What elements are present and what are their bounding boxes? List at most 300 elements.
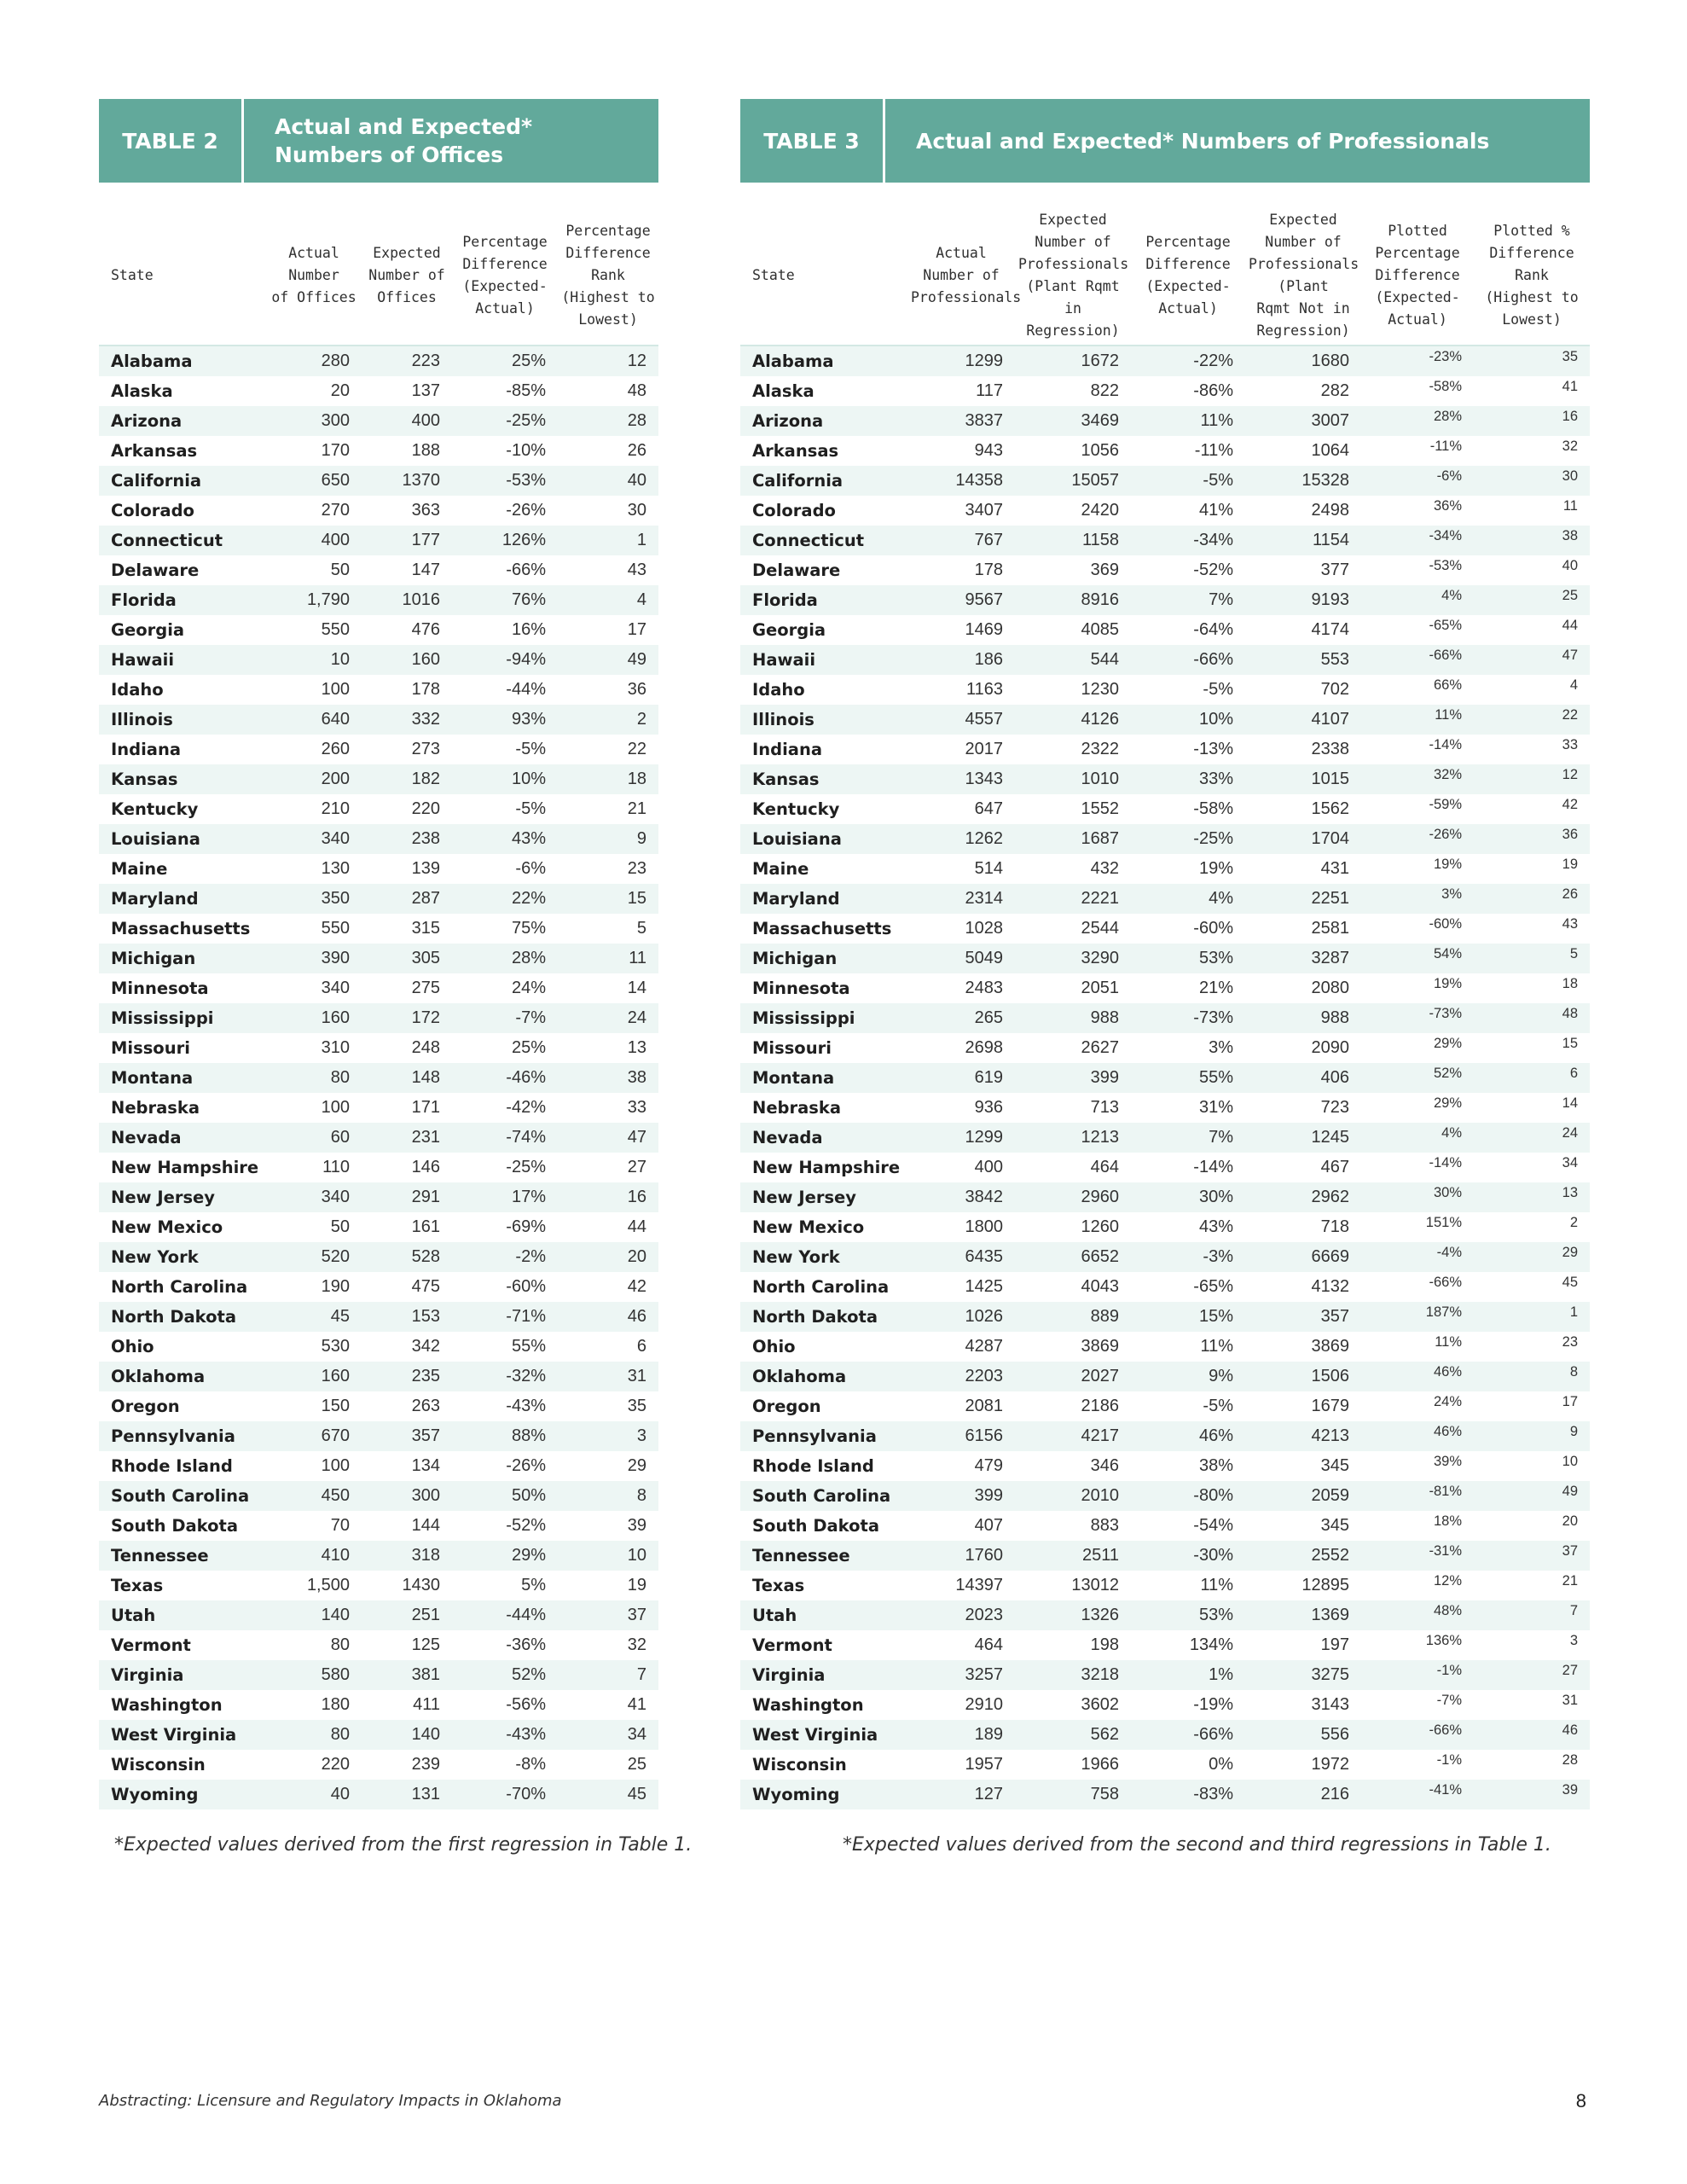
value-cell: 520: [321, 1247, 350, 1266]
value-cell: 431: [1320, 859, 1349, 878]
value-cell: 4%: [1441, 1125, 1462, 1141]
table-row: [740, 944, 1590, 973]
value-cell: -54%: [1193, 1516, 1233, 1535]
value-cell: 544: [1090, 650, 1119, 669]
value-cell: 70: [330, 1516, 350, 1535]
value-cell: 2251: [1311, 889, 1349, 908]
value-cell: -73%: [1429, 1006, 1462, 1021]
value-cell: 10%: [1198, 710, 1233, 729]
value-cell: -23%: [1429, 349, 1462, 364]
value-cell: 44: [627, 1217, 646, 1236]
value-cell: 27: [627, 1158, 646, 1176]
value-cell: 24%: [511, 979, 546, 997]
value-cell: 19: [1562, 857, 1578, 872]
value-cell: -25%: [506, 1158, 546, 1176]
value-cell: 758: [1090, 1785, 1119, 1804]
value-cell: 9567: [965, 590, 1003, 609]
value-cell: 988: [1320, 1008, 1349, 1027]
value-cell: 197: [1320, 1635, 1349, 1654]
state-name-cell: Vermont: [752, 1635, 832, 1655]
value-cell: 410: [321, 1546, 350, 1565]
value-cell: 29%: [1433, 1095, 1462, 1111]
state-name-cell: New Hampshire: [752, 1158, 901, 1177]
table-row: [99, 376, 658, 406]
state-name-cell: California: [752, 471, 844, 491]
table-row: [99, 1033, 658, 1063]
column-header-pct-difference: Percentage Difference (Expected- Actual): [462, 234, 548, 317]
value-cell: 20: [627, 1247, 646, 1266]
table-row: [99, 1421, 658, 1451]
value-cell: 39: [1562, 1782, 1578, 1798]
value-cell: 400: [974, 1158, 1003, 1176]
state-name-cell: Oregon: [111, 1397, 180, 1416]
value-cell: -5%: [515, 740, 546, 758]
value-cell: 76%: [511, 590, 546, 609]
value-cell: 450: [321, 1486, 350, 1505]
value-cell: 100: [321, 1456, 350, 1475]
value-cell: 6435: [965, 1247, 1003, 1266]
value-cell: 189: [974, 1725, 1003, 1744]
state-name-cell: North Carolina: [752, 1277, 890, 1297]
table-3-body: [740, 346, 1590, 1809]
table-row: [740, 1630, 1590, 1660]
value-cell: 146: [411, 1158, 440, 1176]
value-cell: 10: [1562, 1454, 1578, 1469]
table-row: [740, 1481, 1590, 1511]
value-cell: 6: [636, 1337, 646, 1356]
value-cell: 13: [627, 1038, 646, 1057]
state-name-cell: Arizona: [111, 411, 183, 431]
table-row: [740, 1541, 1590, 1571]
value-cell: 580: [321, 1665, 350, 1684]
value-cell: 134: [411, 1456, 440, 1475]
value-cell: 150: [321, 1397, 350, 1415]
value-cell: 22: [627, 740, 646, 758]
value-cell: 42: [627, 1277, 646, 1296]
value-cell: 44: [1562, 618, 1578, 633]
value-cell: 15: [1562, 1036, 1578, 1051]
state-name-cell: Montana: [752, 1068, 835, 1088]
value-cell: 172: [411, 1008, 440, 1027]
value-cell: -66%: [1429, 1722, 1462, 1738]
value-cell: 3842: [965, 1188, 1003, 1206]
table-2-body: [99, 346, 658, 1809]
value-cell: 1,790: [306, 590, 350, 609]
value-cell: 342: [411, 1337, 440, 1356]
table-row: [99, 645, 658, 675]
value-cell: 10: [330, 650, 350, 669]
value-cell: 29%: [1433, 1036, 1462, 1051]
value-cell: 407: [974, 1516, 1003, 1535]
table-3-column-headers: [740, 206, 1590, 346]
state-name-cell: Kansas: [752, 770, 820, 789]
value-cell: 30%: [1198, 1188, 1233, 1206]
state-name-cell: Maine: [752, 859, 809, 879]
value-cell: 406: [1320, 1068, 1349, 1087]
value-cell: 144: [411, 1516, 440, 1535]
value-cell: 25%: [511, 1038, 546, 1057]
table-row: [740, 1182, 1590, 1212]
value-cell: -26%: [1429, 827, 1462, 842]
value-cell: 357: [1320, 1307, 1349, 1326]
table-row: [740, 884, 1590, 914]
table-row: [99, 1690, 658, 1720]
table-row: [99, 1272, 658, 1302]
state-name-cell: Mississippi: [111, 1008, 214, 1028]
state-name-cell: Connecticut: [752, 531, 865, 550]
value-cell: 100: [321, 1098, 350, 1117]
value-cell: -64%: [1193, 620, 1233, 639]
table-row: [740, 1391, 1590, 1421]
value-cell: 340: [321, 1188, 350, 1206]
table-row: [740, 973, 1590, 1003]
value-cell: 46: [1562, 1722, 1578, 1738]
value-cell: 6156: [965, 1426, 1003, 1445]
value-cell: 187%: [1425, 1304, 1462, 1320]
value-cell: 52%: [511, 1665, 546, 1684]
state-name-cell: Massachusetts: [111, 919, 251, 938]
value-cell: 1972: [1311, 1755, 1349, 1774]
value-cell: 4132: [1311, 1277, 1349, 1296]
state-name-cell: Vermont: [111, 1635, 191, 1655]
value-cell: 2314: [965, 889, 1003, 908]
value-cell: 273: [411, 740, 440, 758]
value-cell: 562: [1090, 1725, 1119, 1744]
value-cell: -26%: [506, 501, 546, 520]
value-cell: 260: [321, 740, 350, 758]
value-cell: 310: [321, 1038, 350, 1057]
value-cell: 15: [627, 889, 646, 908]
value-cell: -19%: [1193, 1695, 1233, 1714]
state-name-cell: New Mexico: [111, 1217, 223, 1237]
state-name-cell: Louisiana: [111, 829, 200, 849]
value-cell: 550: [321, 919, 350, 938]
value-cell: 34: [627, 1725, 646, 1744]
value-cell: 345: [1320, 1456, 1349, 1475]
value-cell: 640: [321, 710, 350, 729]
value-cell: 5: [636, 919, 646, 938]
value-cell: 11%: [1435, 1334, 1462, 1350]
column-header-pct-difference: Percentage Difference (Expected- Actual): [1145, 234, 1231, 317]
value-cell: 369: [1090, 561, 1119, 579]
value-cell: 270: [321, 501, 350, 520]
value-cell: 14358: [955, 471, 1003, 490]
value-cell: 1010: [1081, 770, 1119, 788]
value-cell: 32: [627, 1635, 646, 1654]
value-cell: 467: [1320, 1158, 1349, 1176]
value-cell: 19%: [1198, 859, 1233, 878]
table-row: [99, 466, 658, 496]
value-cell: 130: [321, 859, 350, 878]
value-cell: -14%: [1429, 1155, 1462, 1170]
table-row: [740, 436, 1590, 466]
value-cell: 1,500: [306, 1576, 350, 1594]
state-name-cell: Ohio: [752, 1337, 796, 1356]
value-cell: 6669: [1311, 1247, 1349, 1266]
state-name-cell: Florida: [752, 590, 818, 610]
value-cell: -59%: [1429, 797, 1462, 812]
value-cell: 23: [627, 859, 646, 878]
value-cell: 1369: [1311, 1606, 1349, 1624]
value-cell: 390: [321, 949, 350, 967]
value-cell: 1552: [1081, 799, 1119, 818]
state-name-cell: Arizona: [752, 411, 824, 431]
value-cell: -53%: [506, 471, 546, 490]
value-cell: 883: [1090, 1516, 1119, 1535]
value-cell: 11%: [1200, 411, 1233, 430]
value-cell: 1026: [965, 1307, 1003, 1326]
table-row: [99, 526, 658, 555]
value-cell: 4%: [1209, 889, 1233, 908]
value-cell: 6652: [1081, 1247, 1119, 1266]
value-cell: 22: [1562, 707, 1578, 723]
value-cell: 49: [1562, 1484, 1578, 1499]
state-name-cell: Georgia: [752, 620, 826, 640]
value-cell: 12: [627, 351, 646, 370]
value-cell: 1: [636, 531, 646, 549]
value-cell: 139: [411, 859, 440, 878]
value-cell: -46%: [506, 1068, 546, 1087]
value-cell: 48: [1562, 1006, 1578, 1021]
value-cell: 305: [411, 949, 440, 967]
value-cell: 160: [321, 1367, 350, 1385]
state-name-cell: Illinois: [752, 710, 815, 729]
value-cell: 171: [411, 1098, 440, 1117]
table-row: [99, 1332, 658, 1362]
table-row: [99, 1242, 658, 1272]
value-cell: 9193: [1311, 590, 1349, 609]
value-cell: 3407: [965, 501, 1003, 520]
value-cell: 15328: [1301, 471, 1349, 490]
value-cell: 28: [1562, 1752, 1578, 1768]
value-cell: 31%: [1198, 1098, 1233, 1117]
value-cell: 40: [330, 1785, 350, 1804]
value-cell: 47: [627, 1128, 646, 1147]
value-cell: 3: [636, 1426, 646, 1445]
value-cell: 2338: [1311, 740, 1349, 758]
value-cell: 14: [627, 979, 646, 997]
value-cell: 1760: [965, 1546, 1003, 1565]
value-cell: 21: [1562, 1573, 1578, 1589]
column-header-actual: Actual Number of Offices: [271, 245, 357, 305]
value-cell: 1370: [402, 471, 440, 490]
value-cell: 1469: [965, 620, 1003, 639]
state-name-cell: Hawaii: [111, 650, 175, 670]
value-cell: 332: [411, 710, 440, 729]
value-cell: 147: [411, 561, 440, 579]
table-row: [99, 1362, 658, 1391]
value-cell: -6%: [1436, 468, 1462, 484]
value-cell: 32%: [1433, 767, 1462, 782]
value-cell: 6: [1569, 1066, 1578, 1081]
table-row: [99, 555, 658, 585]
value-cell: 1299: [965, 1128, 1003, 1147]
value-cell: 13: [1562, 1185, 1578, 1200]
value-cell: -34%: [1193, 531, 1233, 549]
state-name-cell: Florida: [111, 590, 177, 610]
value-cell: 178: [411, 680, 440, 699]
value-cell: 45: [1562, 1275, 1578, 1290]
value-cell: -25%: [506, 411, 546, 430]
value-cell: 29: [627, 1456, 646, 1475]
value-cell: 2511: [1081, 1546, 1119, 1565]
value-cell: 3007: [1311, 411, 1349, 430]
value-cell: 19%: [1433, 976, 1462, 991]
value-cell: 28: [627, 411, 646, 430]
value-cell: 1230: [1081, 680, 1119, 699]
state-name-cell: Pennsylvania: [752, 1426, 877, 1446]
value-cell: -7%: [1436, 1693, 1462, 1708]
state-name-cell: Alabama: [752, 351, 834, 371]
state-name-cell: North Dakota: [752, 1307, 878, 1327]
value-cell: 13012: [1071, 1576, 1119, 1594]
value-cell: 24: [1562, 1125, 1578, 1141]
table-row: [99, 1003, 658, 1033]
value-cell: -13%: [1193, 740, 1233, 758]
value-cell: 43: [627, 561, 646, 579]
value-cell: 46: [627, 1307, 646, 1326]
value-cell: 37: [1562, 1543, 1578, 1559]
value-cell: 238: [411, 829, 440, 848]
value-cell: -43%: [506, 1725, 546, 1744]
value-cell: 248: [411, 1038, 440, 1057]
table-row: [99, 764, 658, 794]
table-row: [99, 824, 658, 854]
value-cell: 2027: [1081, 1367, 1119, 1385]
value-cell: 50: [330, 1217, 350, 1236]
value-cell: 93%: [511, 710, 546, 729]
table-row: [99, 436, 658, 466]
table-row: [99, 1720, 658, 1750]
value-cell: 60: [330, 1128, 350, 1147]
value-cell: 300: [411, 1486, 440, 1505]
table-row: [99, 1571, 658, 1600]
table-row: [99, 735, 658, 764]
table-row: [740, 466, 1590, 496]
value-cell: 4: [1569, 677, 1578, 693]
value-cell: 11%: [1435, 707, 1462, 723]
value-cell: -56%: [506, 1695, 546, 1714]
value-cell: 3602: [1081, 1695, 1119, 1714]
table-row: [99, 496, 658, 526]
value-cell: 10%: [511, 770, 546, 788]
value-cell: 2698: [965, 1038, 1003, 1057]
state-name-cell: Wyoming: [111, 1785, 199, 1804]
state-name-cell: Nevada: [752, 1128, 823, 1147]
value-cell: -2%: [515, 1247, 546, 1266]
value-cell: 1064: [1311, 441, 1349, 460]
table-row: [740, 794, 1590, 824]
value-cell: 400: [411, 411, 440, 430]
state-name-cell: Wisconsin: [752, 1755, 847, 1774]
value-cell: 47: [1562, 648, 1578, 663]
table-row: [99, 914, 658, 944]
table-row: [99, 1511, 658, 1541]
table-row: [740, 346, 1590, 376]
table-row: [740, 735, 1590, 764]
value-cell: -5%: [1203, 471, 1233, 490]
value-cell: 22%: [511, 889, 546, 908]
value-cell: -6%: [515, 859, 546, 878]
value-cell: -66%: [1429, 648, 1462, 663]
value-cell: 4%: [1441, 588, 1462, 603]
column-header-expected: Expected Number of Offices: [368, 245, 445, 305]
table-row: [740, 854, 1590, 884]
table-row: [740, 645, 1590, 675]
value-cell: 53%: [1198, 1606, 1233, 1624]
value-cell: 220: [411, 799, 440, 818]
table-row: [740, 1093, 1590, 1123]
column-header-actual: Actual Number of Professionals: [911, 245, 1022, 305]
table-row: [740, 1750, 1590, 1780]
value-cell: 280: [321, 351, 350, 370]
table-row: [740, 1123, 1590, 1153]
value-cell: 27: [1562, 1663, 1578, 1678]
state-name-cell: Utah: [752, 1606, 797, 1625]
value-cell: 131: [411, 1785, 440, 1804]
value-cell: 182: [411, 770, 440, 788]
value-cell: 1506: [1311, 1367, 1349, 1385]
state-name-cell: New York: [111, 1247, 199, 1267]
value-cell: 18%: [1433, 1513, 1462, 1529]
table-row: [99, 1600, 658, 1630]
value-cell: 2051: [1081, 979, 1119, 997]
value-cell: 8916: [1081, 590, 1119, 609]
value-cell: 1028: [965, 919, 1003, 938]
state-name-cell: Texas: [111, 1576, 164, 1595]
value-cell: 2221: [1081, 889, 1119, 908]
value-cell: 18: [627, 770, 646, 788]
value-cell: 25: [627, 1755, 646, 1774]
value-cell: 1326: [1081, 1606, 1119, 1624]
value-cell: 7: [1569, 1603, 1578, 1618]
value-cell: 36: [627, 680, 646, 699]
value-cell: 10: [627, 1546, 646, 1565]
value-cell: 45: [627, 1785, 646, 1804]
value-cell: 464: [1090, 1158, 1119, 1176]
state-name-cell: Arkansas: [752, 441, 839, 461]
value-cell: 2420: [1081, 501, 1119, 520]
state-name-cell: Maryland: [111, 889, 199, 909]
value-cell: 239: [411, 1755, 440, 1774]
state-name-cell: Colorado: [111, 501, 194, 520]
value-cell: 12%: [1433, 1573, 1462, 1589]
value-cell: 35: [627, 1397, 646, 1415]
value-cell: 45: [330, 1307, 350, 1326]
value-cell: 2627: [1081, 1038, 1119, 1057]
value-cell: 670: [321, 1426, 350, 1445]
table-row: [740, 1600, 1590, 1630]
value-cell: 33: [1562, 737, 1578, 752]
value-cell: 1343: [965, 770, 1003, 788]
page-footer: Abstracting: Licensure and Regulatory Impacts in Oklahoma: [99, 2092, 562, 2110]
value-cell: -32%: [506, 1367, 546, 1385]
value-cell: 180: [321, 1695, 350, 1714]
value-cell: -42%: [506, 1098, 546, 1117]
table-row: [99, 1093, 658, 1123]
table-row: [99, 944, 658, 973]
table-2-grid: [99, 206, 658, 1809]
table-row: [99, 705, 658, 735]
value-cell: 553: [1320, 650, 1349, 669]
state-name-cell: West Virginia: [111, 1725, 237, 1745]
value-cell: -36%: [506, 1635, 546, 1654]
table-row: [740, 1033, 1590, 1063]
value-cell: 117: [976, 381, 1003, 400]
value-cell: 46%: [1433, 1424, 1462, 1439]
state-name-cell: Idaho: [752, 680, 805, 700]
value-cell: 11: [629, 949, 646, 967]
